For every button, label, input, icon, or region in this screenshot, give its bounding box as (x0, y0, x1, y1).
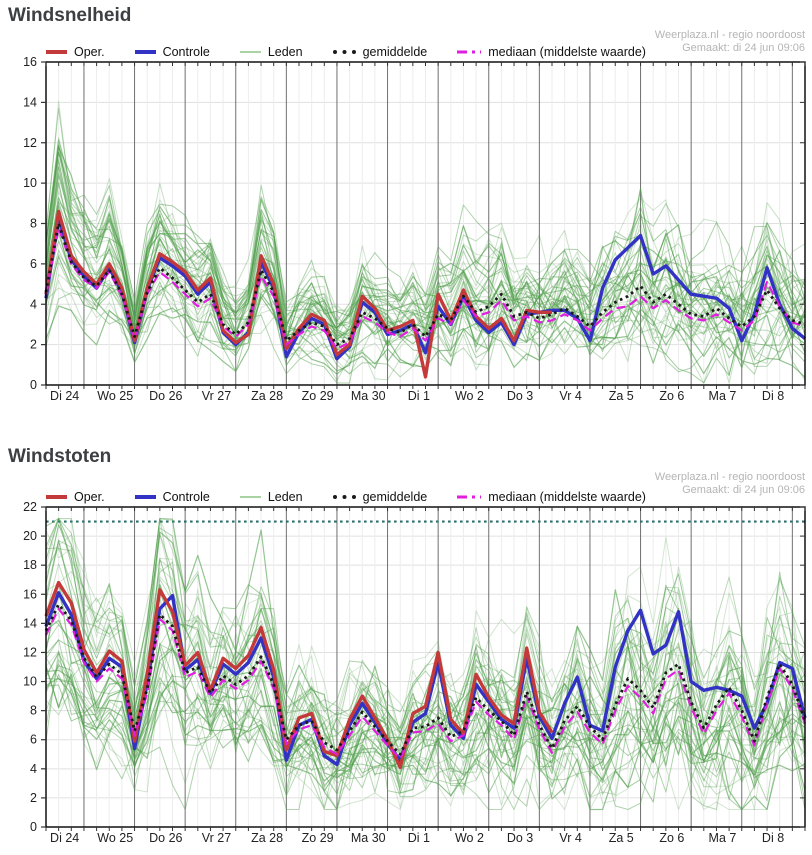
y-tick-label: 2 (30, 337, 37, 352)
y-tick-label: 16 (23, 55, 37, 69)
x-day-label: Wo 2 (454, 389, 484, 403)
y-tick-label: 10 (23, 176, 37, 191)
chart-title-windstoten: Windstoten (8, 446, 112, 467)
x-day-label: Di 8 (761, 831, 785, 845)
x-day-label: Do 3 (506, 389, 534, 403)
x-day-label: Do 3 (506, 831, 534, 845)
legend-label-gemiddelde: gemiddelde (362, 490, 428, 504)
x-day-label: Za 5 (608, 831, 634, 845)
x-day-label: Wo 25 (97, 831, 134, 845)
x-day-label: Zo 29 (301, 389, 334, 403)
legend-label-gemiddelde: gemiddelde (362, 45, 428, 59)
y-tick-label: 8 (30, 703, 37, 718)
chart-title-windsnelheid: Windsnelheid (8, 5, 132, 26)
x-day-label: Wo 25 (97, 389, 134, 403)
x-day-label: Za 5 (608, 389, 634, 403)
x-day-label: Vr 4 (559, 389, 582, 403)
y-tick-label: 0 (30, 820, 37, 834)
x-day-label: Vr 27 (201, 831, 232, 845)
y-tick-label: 6 (30, 732, 37, 747)
windsnelheid-plot (23, 55, 805, 403)
x-day-label: Do 26 (149, 389, 183, 403)
legend-label-leden: Leden (267, 490, 303, 504)
x-day-label: Di 24 (50, 389, 80, 403)
watermark-created: Gemaakt: di 24 jun 09:06 (682, 484, 805, 496)
x-day-label: Vr 27 (201, 389, 232, 403)
windstoten-plot (23, 500, 805, 845)
y-tick-label: 12 (23, 645, 37, 660)
y-tick-label: 6 (30, 256, 37, 271)
x-day-label: Di 1 (407, 389, 430, 403)
x-day-label: Zo 6 (659, 389, 685, 403)
x-day-label: Zo 6 (659, 831, 685, 845)
x-day-label: Do 26 (149, 831, 183, 845)
legend-label-controle: Controle (162, 45, 210, 59)
x-day-label: Vr 4 (559, 831, 582, 845)
y-tick-label: 18 (23, 558, 37, 573)
x-day-label: Di 8 (761, 389, 785, 403)
y-tick-label: 0 (30, 378, 37, 392)
y-tick-label: 8 (30, 216, 37, 231)
y-tick-label: 4 (30, 761, 37, 776)
x-day-label: Ma 7 (708, 831, 737, 845)
y-tick-label: 2 (30, 790, 37, 805)
y-tick-label: 12 (23, 135, 37, 150)
legend-label-oper: Oper. (74, 490, 105, 504)
legend-label-mediaan: mediaan (middelste waarde) (488, 490, 646, 504)
y-tick-label: 4 (30, 297, 37, 312)
x-day-label: Di 1 (407, 831, 430, 845)
x-day-label: Za 28 (251, 389, 284, 403)
watermark-source: Weerplaza.nl - regio noordoost (654, 471, 805, 483)
legend-label-mediaan: mediaan (middelste waarde) (488, 45, 646, 59)
y-tick-label: 22 (23, 500, 37, 514)
watermark-source: Weerplaza.nl - regio noordoost (654, 29, 805, 41)
y-tick-label: 10 (23, 674, 37, 689)
x-day-label: Ma 30 (350, 831, 386, 845)
legend-label-oper: Oper. (74, 45, 105, 59)
watermark-created: Gemaakt: di 24 jun 09:06 (682, 42, 805, 54)
x-day-label: Wo 2 (454, 831, 484, 845)
y-tick-label: 16 (23, 587, 37, 602)
x-day-label: Zo 29 (301, 831, 334, 845)
x-day-label: Ma 30 (350, 389, 386, 403)
legend-label-leden: Leden (267, 45, 303, 59)
y-tick-label: 14 (23, 95, 37, 110)
y-tick-label: 20 (23, 529, 37, 544)
x-day-label: Za 28 (251, 831, 284, 845)
x-day-label: Ma 7 (708, 389, 737, 403)
x-day-label: Di 24 (50, 831, 80, 845)
y-tick-label: 14 (23, 616, 37, 631)
legend-label-controle: Controle (162, 490, 210, 504)
